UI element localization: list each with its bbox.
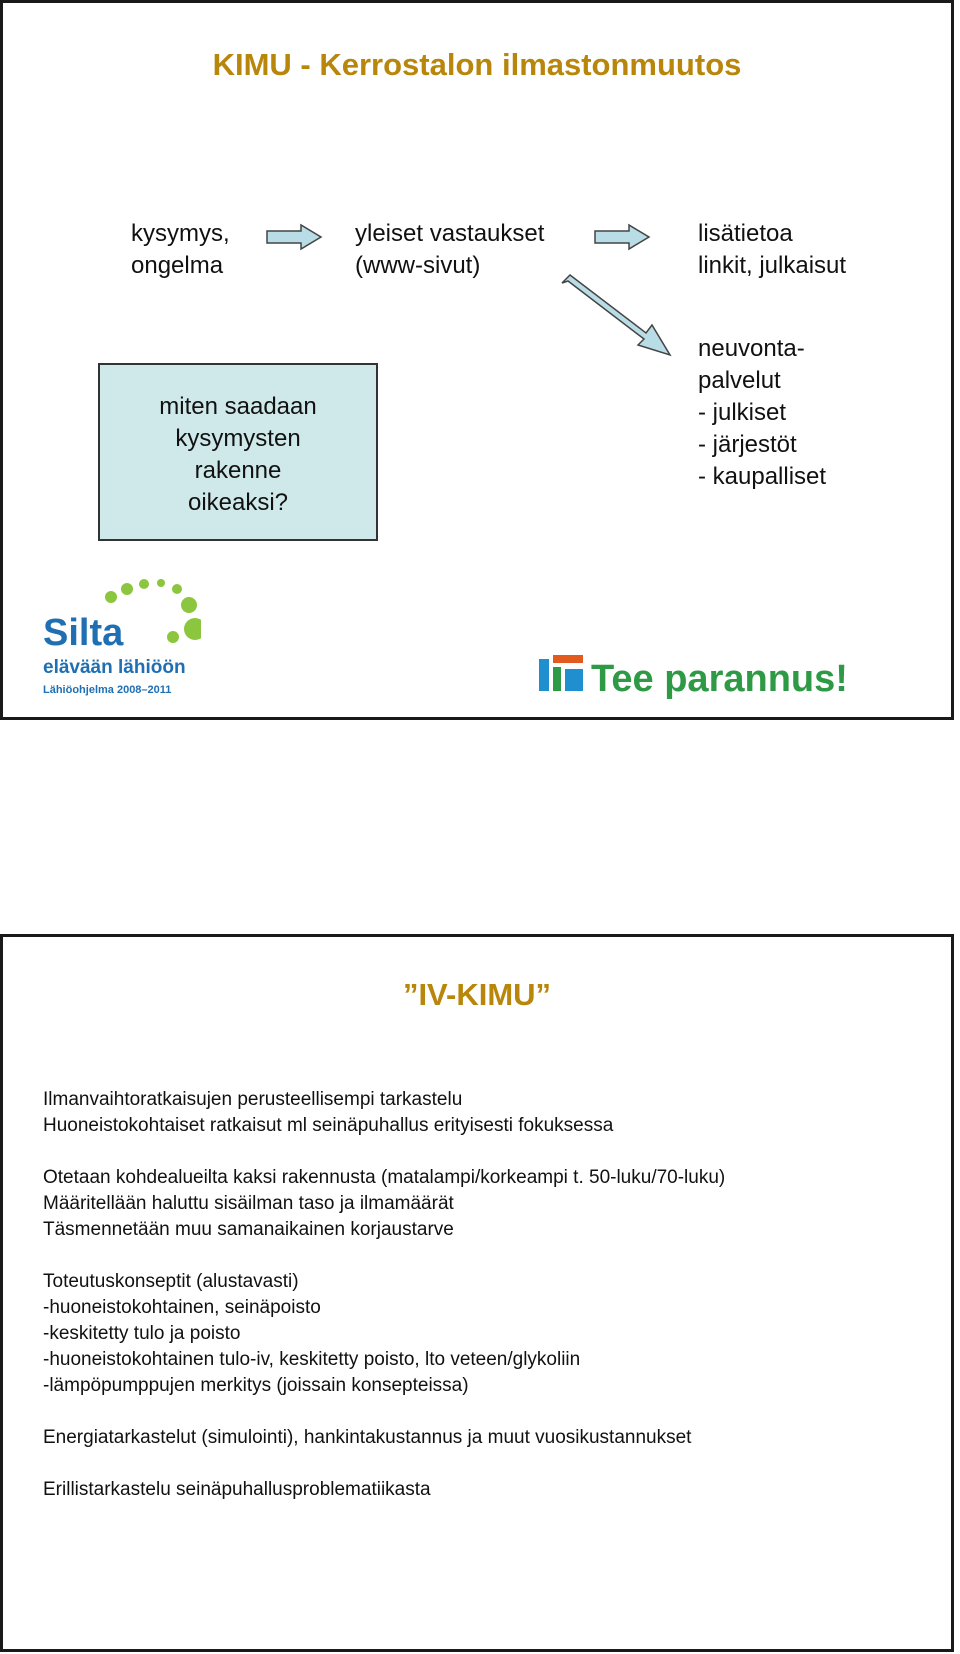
tee-parannus-logo bbox=[539, 651, 899, 701]
slide-title: ”IV-KIMU” bbox=[402, 977, 552, 1012]
text-line: Erillistarkastelu seinäpuhallusproblematiikasta bbox=[43, 1479, 431, 1500]
text-line: Energiatarkastelut (simulointi), hankintakustannus ja muut vuosikustannukset bbox=[43, 1427, 692, 1448]
flow-middle-line-2: (www-sivut) bbox=[355, 252, 481, 279]
slide-title: KIMU - Kerrostalon ilmastonmuutos bbox=[212, 47, 742, 82]
services-line-4: - järjestöt bbox=[698, 431, 797, 458]
slide-1 bbox=[0, 0, 954, 720]
slide-body bbox=[43, 1087, 923, 1503]
silta-logo-name: Silta bbox=[43, 612, 124, 654]
text-line: -lämpöpumppujen merkitys (joissain konsepteissa) bbox=[43, 1375, 469, 1396]
flow-start-line-2: ongelma bbox=[131, 252, 224, 279]
silta-logo-line1: elävään lähiöön bbox=[43, 657, 186, 678]
services-line-2: palvelut bbox=[698, 367, 781, 394]
flow-right-line-2: linkit, julkaisut bbox=[698, 252, 847, 279]
text-line: -keskitetty tulo ja poisto bbox=[43, 1323, 241, 1344]
tee-parannus-logo-text: Tee parannus! bbox=[591, 658, 848, 700]
text-line: Ilmanvaihtoratkaisujen perusteellisempi tarkastelu bbox=[43, 1089, 463, 1110]
question-line-2: kysymysten bbox=[175, 425, 301, 452]
question-line-4: oikeaksi? bbox=[187, 489, 289, 516]
paragraph bbox=[43, 1269, 923, 1399]
text-line: -huoneistokohtainen, seinäpoisto bbox=[43, 1297, 321, 1318]
text-line: Määritellään haluttu sisäilman taso ja ilmamäärät bbox=[43, 1193, 454, 1214]
paragraph bbox=[43, 1425, 923, 1451]
flow-right-line-1: lisätietoa bbox=[698, 220, 793, 247]
question-line-3: rakenne bbox=[194, 457, 282, 484]
slide-2 bbox=[0, 934, 954, 1652]
text-line: Otetaan kohdealueilta kaksi rakennusta (matalampi/korkeampi t. 50-luku/70-luku) bbox=[43, 1167, 726, 1188]
paragraph bbox=[43, 1165, 923, 1243]
question-line-1: miten saadaan bbox=[159, 393, 317, 420]
arrow-diagonal-icon bbox=[558, 271, 678, 361]
services-text bbox=[698, 333, 826, 493]
text-line: Toteutuskonseptit (alustavasti) bbox=[43, 1271, 299, 1292]
services-line-5: - kaupalliset bbox=[698, 463, 827, 490]
arrow-right-icon bbox=[593, 223, 653, 251]
flow-right-text bbox=[698, 218, 846, 282]
flow-middle-text bbox=[355, 218, 544, 282]
question-box bbox=[98, 363, 378, 541]
flow-middle-line-1: yleiset vastaukset bbox=[355, 220, 545, 247]
silta-logo bbox=[41, 575, 201, 705]
text-line: -huoneistokohtainen tulo-iv, keskitetty poisto, lto veteen/glykoliin bbox=[43, 1349, 581, 1370]
silta-logo-line2: Lähiöohjelma 2008–2011 bbox=[43, 684, 172, 696]
text-line: Huoneistokohtaiset ratkaisut ml seinäpuhallus erityisesti fokuksessa bbox=[43, 1115, 614, 1136]
text-line: Täsmennetään muu samanaikainen korjaustarve bbox=[43, 1219, 454, 1240]
paragraph bbox=[43, 1477, 923, 1503]
services-line-3: - julkiset bbox=[698, 399, 787, 426]
paragraph bbox=[43, 1087, 923, 1139]
flow-start-line-1: kysymys, bbox=[131, 220, 230, 247]
services-line-1: neuvonta- bbox=[698, 335, 805, 362]
arrow-right-icon bbox=[265, 223, 325, 251]
flow-start-text bbox=[131, 218, 230, 282]
